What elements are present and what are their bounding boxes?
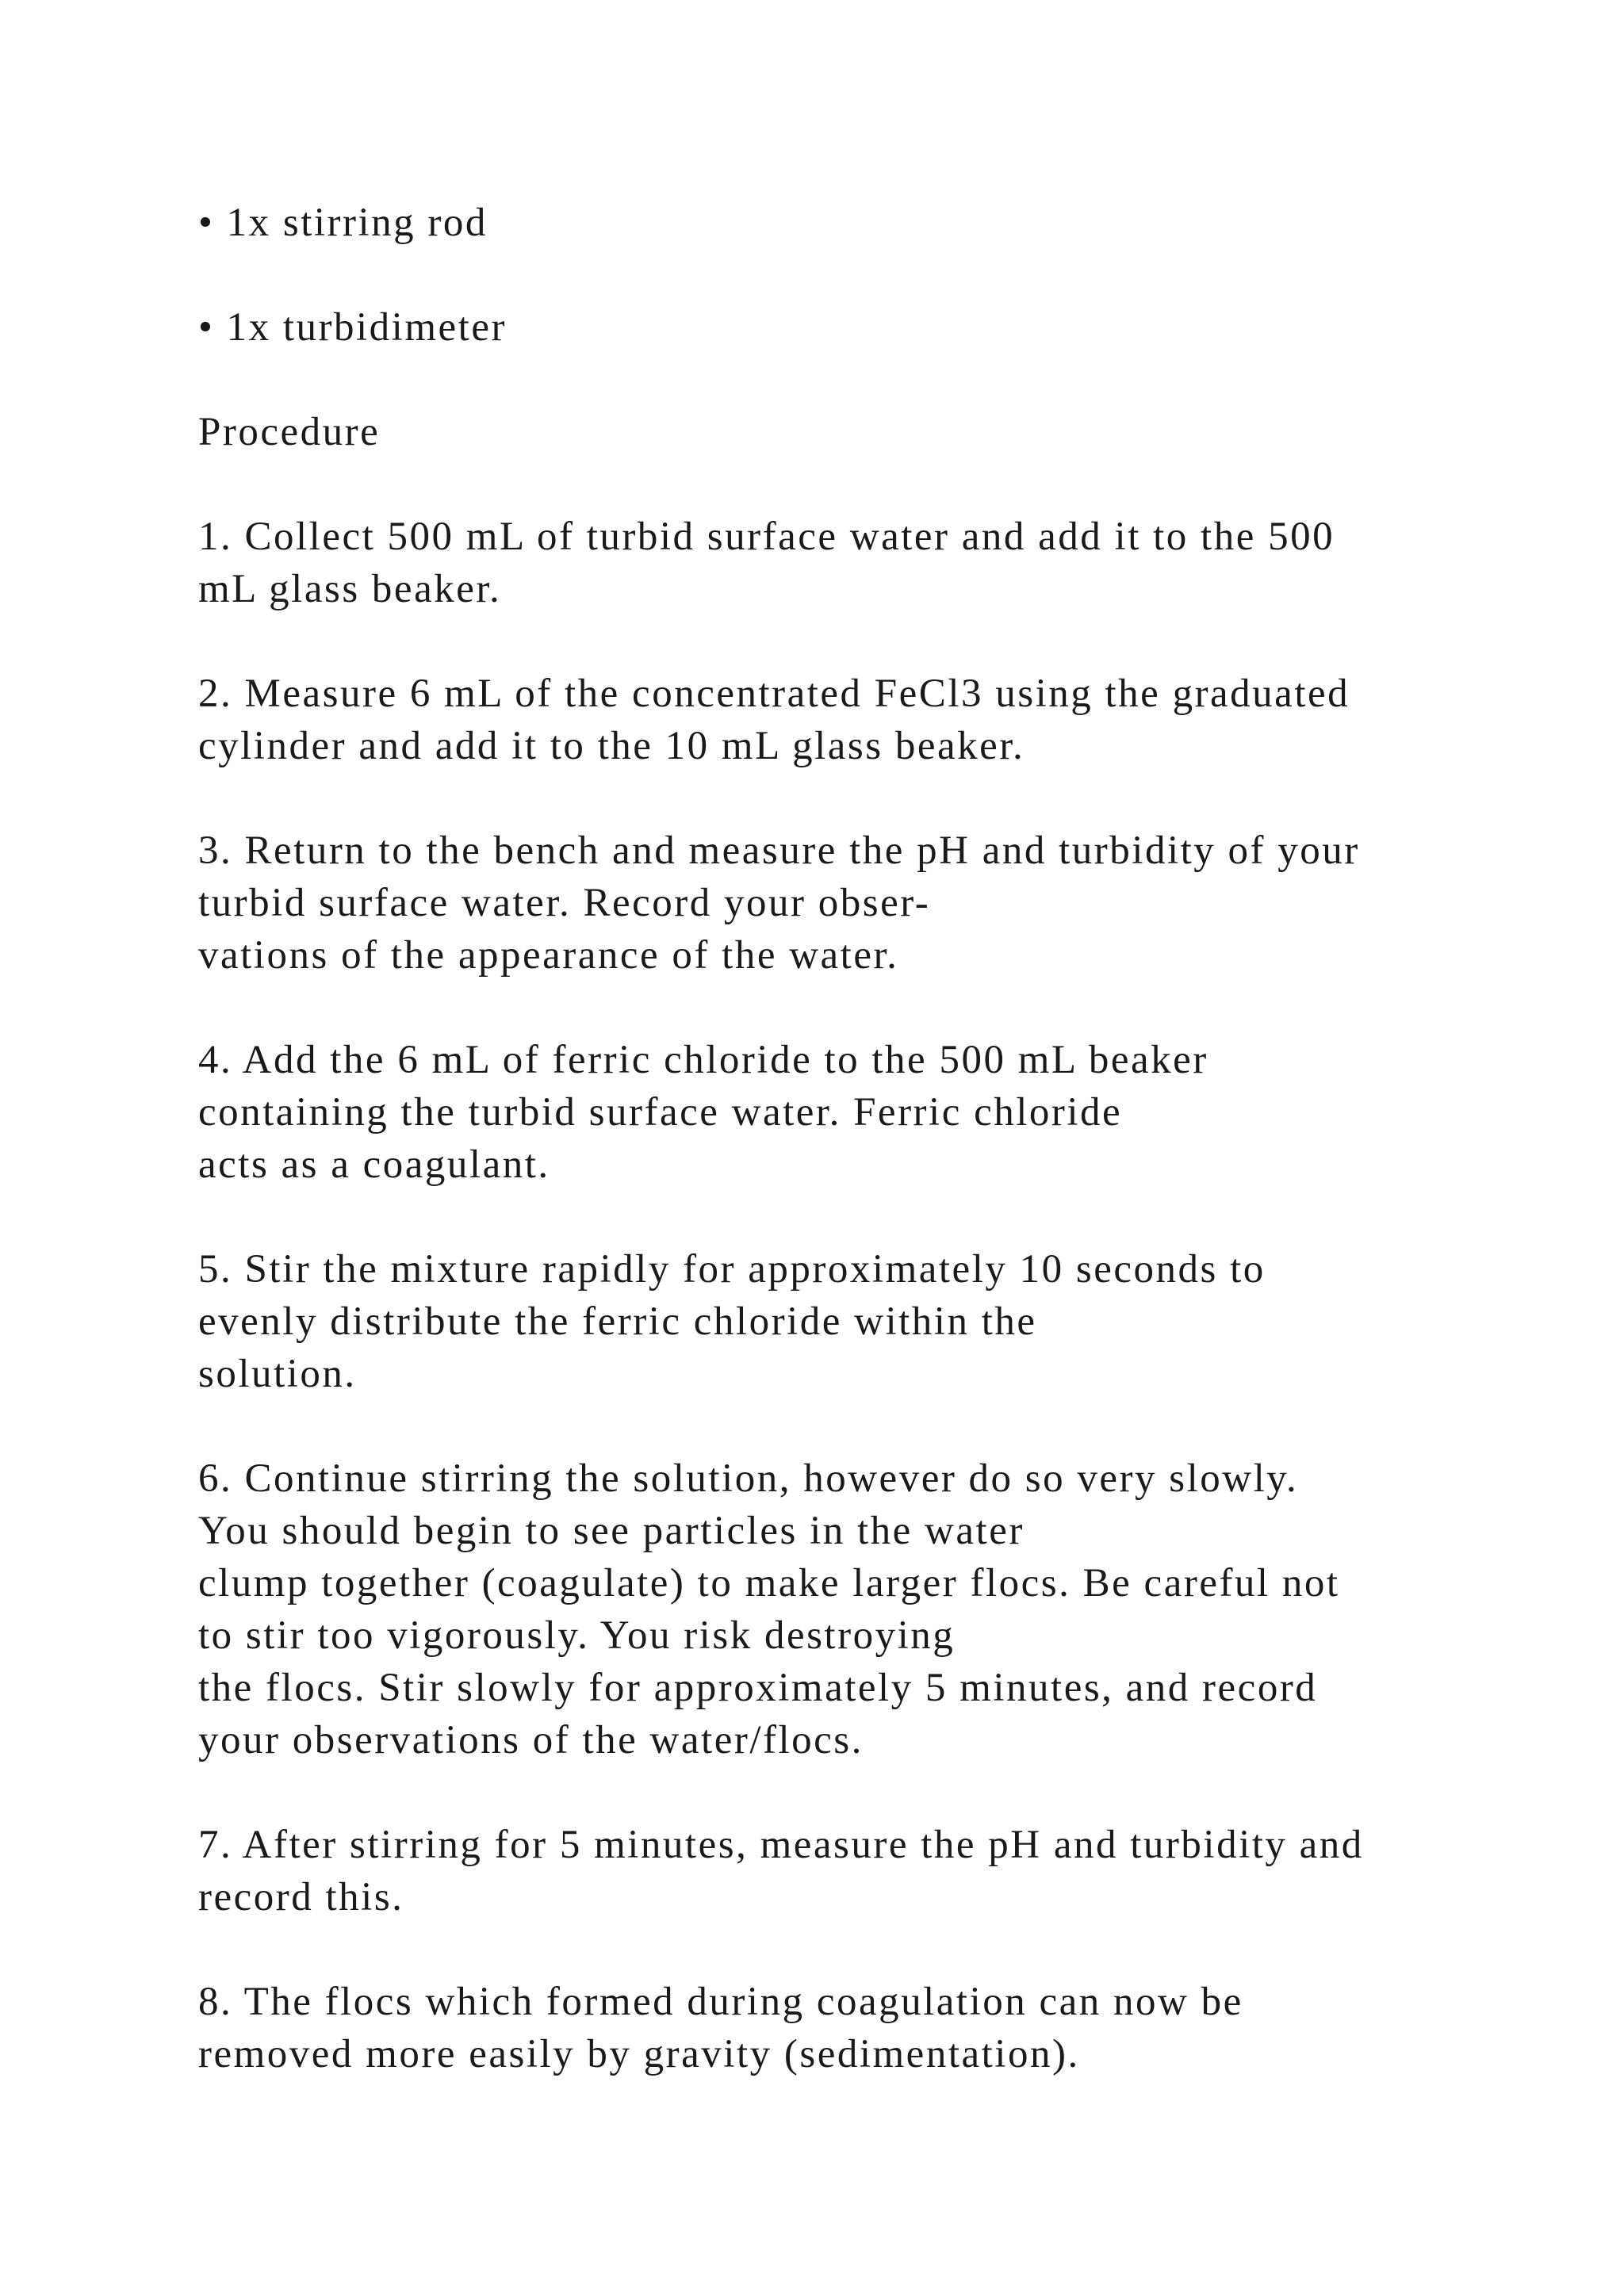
procedure-step-7 xyxy=(198,1819,1546,1923)
step-line: turbid surface water. Record your obser- xyxy=(198,881,931,925)
procedure-step-5 xyxy=(198,1243,1546,1400)
procedure-step-2 xyxy=(198,668,1546,772)
step-line: acts as a coagulant. xyxy=(198,1142,550,1187)
step-line: evenly distribute the ferric chloride within the xyxy=(198,1299,1037,1344)
step-line: 3. Return to the bench and measure the pH and turbidity of your xyxy=(198,828,1360,873)
document-page xyxy=(198,197,1546,2133)
step-line: 5. Stir the mixture rapidly for approximately 10 seconds to xyxy=(198,1247,1266,1292)
step-line: to stir too vigorously. You risk destroying xyxy=(198,1613,956,1658)
step-line: solution. xyxy=(198,1352,357,1396)
step-line: the flocs. Stir slowly for approximately 5 minutes, and record xyxy=(198,1666,1318,1710)
procedure-step-8 xyxy=(198,1976,1546,2080)
materials-item-turbidimeter: • 1x turbidimeter xyxy=(198,305,507,350)
step-line: your observations of the water/flocs. xyxy=(198,1718,864,1762)
step-line: mL glass beaker. xyxy=(198,567,502,611)
procedure-step-3 xyxy=(198,825,1546,982)
step-line: 6. Continue stirring the solution, however do so very slowly. xyxy=(198,1456,1299,1501)
materials-item-stirring-rod: • 1x stirring rod xyxy=(198,201,488,245)
procedure-step-1 xyxy=(198,511,1546,615)
step-line: 8. The flocs which formed during coagulation can now be xyxy=(198,1980,1243,2024)
step-line: vations of the appearance of the water. xyxy=(198,933,899,978)
step-line: cylinder and add it to the 10 mL glass beaker. xyxy=(198,724,1025,768)
procedure-heading: Procedure xyxy=(198,410,381,454)
step-line: 4. Add the 6 mL of ferric chloride to the 500 mL beaker xyxy=(198,1038,1208,1082)
step-line: 1. Collect 500 mL of turbid surface water and add it to the 500 xyxy=(198,515,1335,559)
step-line: You should begin to see particles in the water xyxy=(198,1509,1025,1553)
step-line: record this. xyxy=(198,1875,404,1919)
procedure-step-6 xyxy=(198,1452,1546,1766)
step-line: clump together (coagulate) to make larger flocs. Be careful not xyxy=(198,1561,1340,1605)
step-line: containing the turbid surface water. Ferric chloride xyxy=(198,1090,1123,1135)
step-line: 7. After stirring for 5 minutes, measure the pH and turbidity and xyxy=(198,1823,1364,1867)
procedure-step-4 xyxy=(198,1034,1546,1191)
step-line: 2. Measure 6 mL of the concentrated FeCl3 using the graduated xyxy=(198,672,1350,716)
step-line: removed more easily by gravity (sedimentation). xyxy=(198,2032,1080,2076)
